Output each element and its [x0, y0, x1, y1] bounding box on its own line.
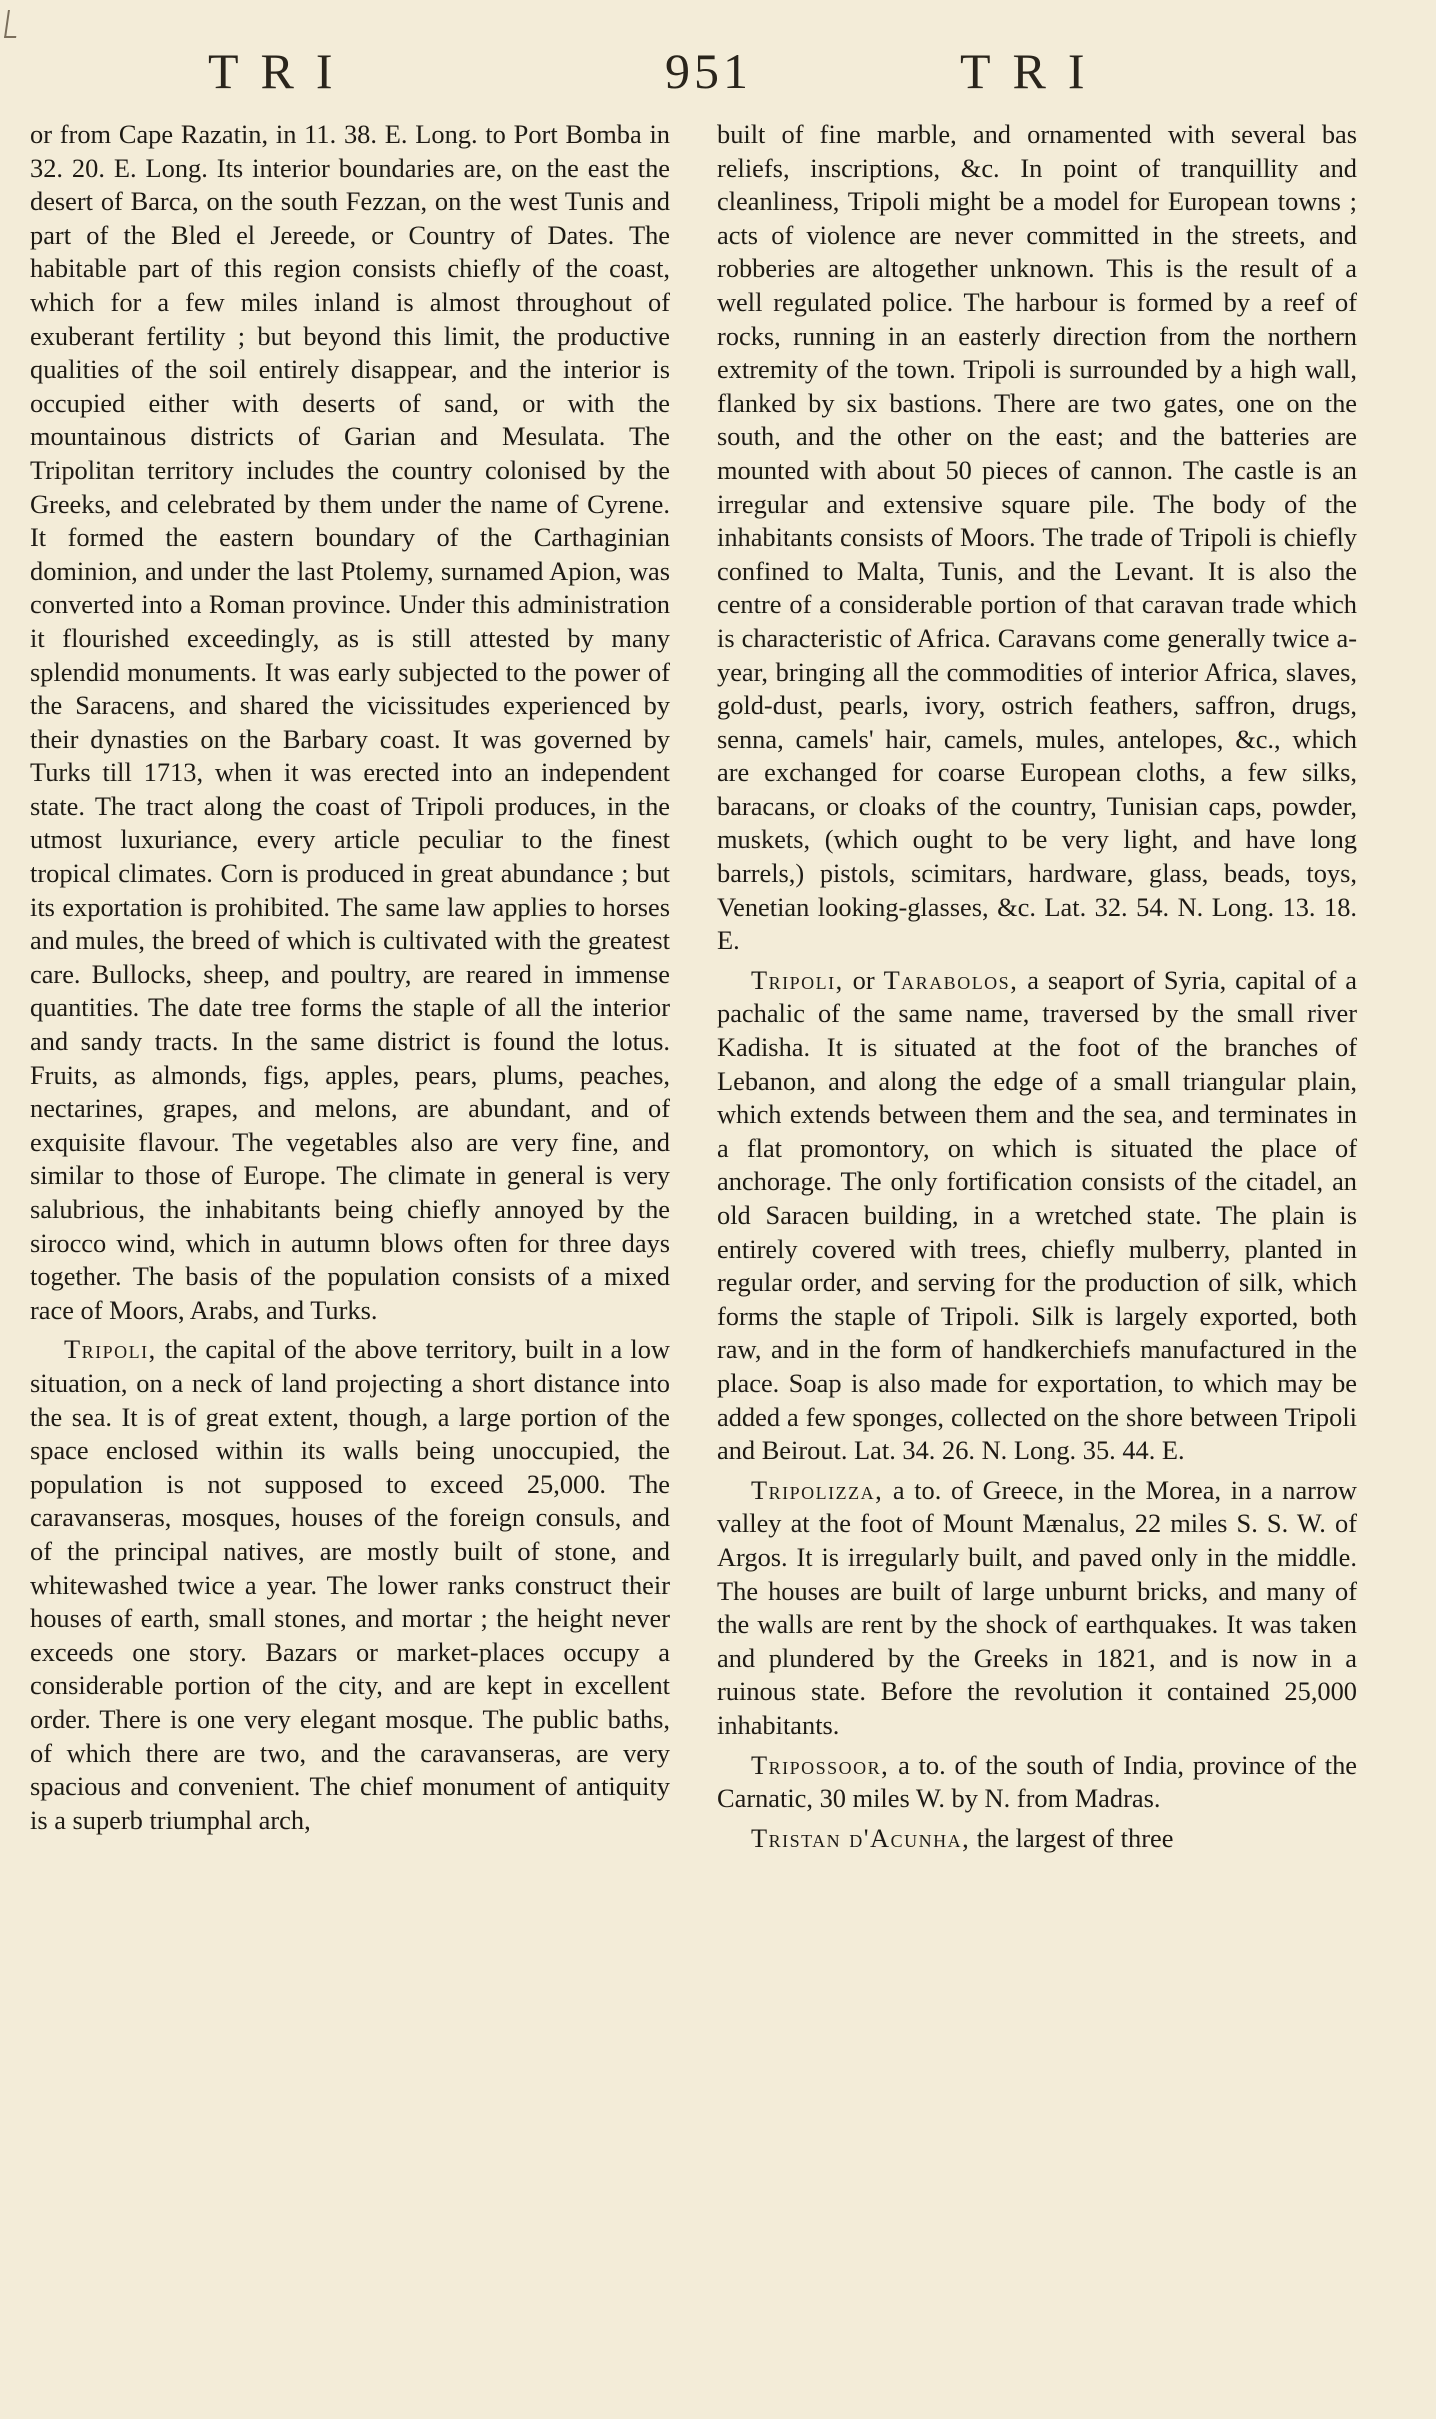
left-column	[30, 118, 670, 2398]
headword-tripoli-syria: Tripoli,	[751, 964, 844, 995]
right-column	[717, 118, 1357, 2398]
page-corner-mark	[4, 10, 20, 38]
tripoli-territory-continuation: or from Cape Razatin, in 11. 38. E. Long. to Port Bomba in 32. 20. E. Long. Its interior boundaries are, on the east the desert of Barca, on the south Fezzan, on the west Tunis and part of the Bled el Jereede, or Country of Dates. The habitable part of this region consists chiefly of the coast, which for a few miles inland is almost throughout of exuberant fertility ; but beyond this limit, the productive qualities of the soil entirely disappear, and the interior is occupied either with deserts of sand, or with the mountainous districts of Garian and Mesulata. The Tripolitan territory includes the country colonised by the Greeks, and celebrated by them under the name of Cyrene. It formed the eastern boundary of the Carthaginian dominion, and under the last Ptolemy, surnamed Apion, was converted into a Roman province. Under this administration it flourished exceedingly, as is still attested by many splendid monuments. It was early subjected to the power of the Saracens, and shared the vicissitudes experienced by their dynasties on the Barbary coast. It was governed by Turks till 1713, when it was erected into an independent state. The tract along the coast of Tripoli produces, in the utmost luxuriance, every article peculiar to the finest tropical climates. Corn is produced in great abundance ; but its exportation is prohibited. The same law applies to horses and mules, the breed of which is cultivated with the greatest care. Bullocks, sheep, and poultry, are reared in immense quantities. The date tree forms the staple of all the interior and sandy tracts. In the same district is found the lotus. Fruits, as almonds, figs, apples, pears, plums, peaches, nectarines, grapes, and melons, are abundant, and of exquisite flavour. The vegetables also are very fine, and similar to those of Europe. The climate in general is very salubrious, the inhabitants being chiefly annoyed by the sirocco wind, which in autumn blows often for three days together. The basis of the population consists of a mixed race of Moors, Arabs, and Turks.	[30, 119, 670, 1325]
entry-tripoli-syria	[717, 964, 1357, 1468]
entry-tripoli-capital	[30, 1333, 670, 1837]
entry-connector: or	[843, 964, 884, 995]
headword-tarabolos: Tarabolos,	[883, 964, 1019, 995]
entry-tripossoor	[717, 1749, 1357, 1816]
headword-tristan-dacunha: Tristan d'Acunha,	[751, 1822, 971, 1853]
header-left-guideword: TRI	[208, 43, 355, 99]
entry-text: the capital of the above territory, built in a low situation, on a neck of land projecting a short distance into the sea. It is of great extent, though, a large portion of the space enclosed within its walls being unoccupied, the population is not supposed to exceed 25,000. The caravanseras, mosques, houses of the foreign consuls, and of the principal natives, are mostly built of stone, and whitewashed twice a year. The lower ranks construct their houses of earth, small stones, and mortar ; the height never exceeds one story. Bazars or market-places occupy a considerable portion of the city, and are kept in excellent order. There is one very elegant mosque. The public baths, of which there are two, and the caravanseras, are very spacious and convenient. The chief monument of antiquity is a superb triumphal arch,	[30, 1334, 670, 1835]
entry-text: a to. of Greece, in the Morea, in a narrow valley at the foot of Mount Mænalus, 22 miles S. S. W. of Argos. It is irregularly built, and paved only in the middle. The houses are built of large unburnt bricks, and many of the walls are rent by the shock of earthquakes. It was taken and plundered by the Greeks in 1821, and is now in a ruinous state. Before the revolution it contained 25,000 inhabitants.	[717, 1474, 1357, 1740]
entry-text: the largest of three	[970, 1822, 1174, 1853]
entry-tripolizza	[717, 1474, 1357, 1743]
entry-tristan-dacunha	[717, 1822, 1357, 1856]
entry-text: a seaport of Syria, capital of a pachalic of the same name, traversed by the small river Kadisha. It is situated at the foot of the branches of Lebanon, and along the edge of a small triangular plain, which extends between them and the sea, and terminates in a flat promontory, on which is situated the place of anchorage. The only fortification consists of the citadel, an old Saracen building, in a wretched state. The plain is entirely covered with trees, chiefly mulberry, planted in regular order, and serving for the production of silk, which forms the staple of Tripoli. Silk is largely exported, both raw, and in the form of handkerchiefs manufactured in the place. Soap is also made for exportation, to which may be added a few sponges, collected on the shore between Tripoli and Beirout. Lat. 34. 26. N. Long. 35. 44. E.	[717, 964, 1357, 1466]
headword-tripolizza: Tripolizza,	[751, 1474, 884, 1505]
headword-tripossoor: Tripossoor,	[751, 1749, 890, 1780]
headword-tripoli: Tripoli,	[64, 1334, 157, 1365]
page-number: 951	[665, 43, 752, 99]
running-header	[0, 42, 1436, 112]
entry-text: a to. of the south of India, province of the Carnatic, 30 miles W. by N. from Madras.	[717, 1749, 1357, 1814]
header-right-guideword: TRI	[960, 43, 1107, 99]
tripoli-capital-continuation: built of fine marble, and ornamented with several bas reliefs, inscriptions, &c. In point of tranquillity and cleanliness, Tripoli might be a model for European towns ; acts of violence are never committed in the streets, and robberies are altogether unknown. This is the result of a well regulated police. The harbour is formed by a reef of rocks, running in an easterly direction from the northern extremity of the town. Tripoli is surrounded by a high wall, flanked by six bastions. There are two gates, one on the south, and the other on the east; and the batteries are mounted with about 50 pieces of cannon. The castle is an irregular and extensive square pile. The body of the inhabitants consists of Moors. The trade of Tripoli is chiefly confined to Malta, Tunis, and the Levant. It is also the centre of a considerable portion of that caravan trade which is characteristic of Africa. Caravans come generally twice a-year, bringing all the commodities of interior Africa, slaves, gold-dust, pearls, ivory, ostrich feathers, saffron, drugs, senna, camels' hair, camels, mules, antelopes, &c., which are exchanged for coarse European cloths, a few silks, baracans, or cloaks of the country, Tunisian caps, powder, muskets, (which ought to be very light, and have long barrels,) pistols, scimitars, hardware, glass, beads, toys, Venetian looking-glasses, &c. Lat. 32. 54. N. Long. 13. 18. E.	[717, 119, 1357, 956]
